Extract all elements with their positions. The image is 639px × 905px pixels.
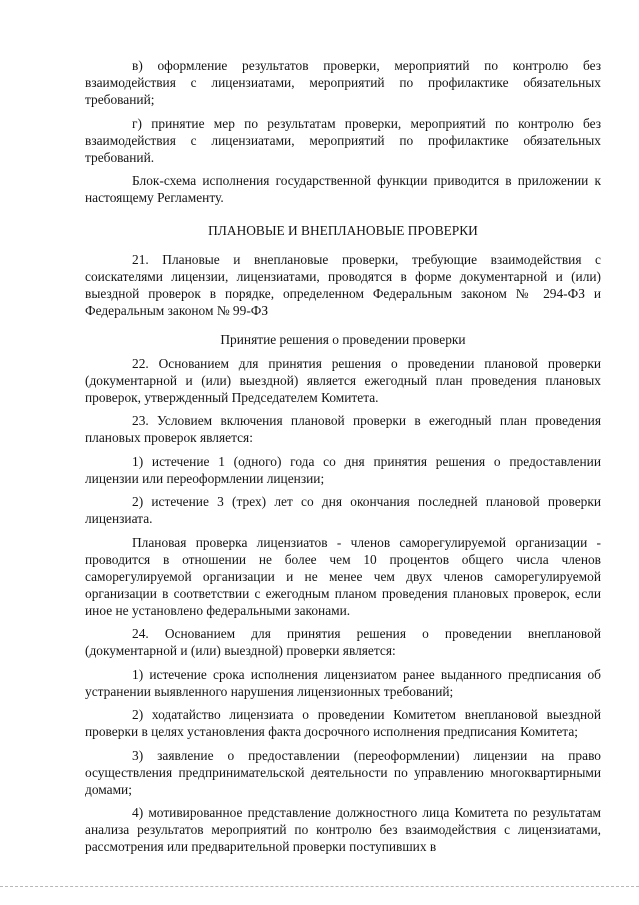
paragraph-item-g: г) принятие мер по результатам проверки, мероприятий по контролю без взаимодействия с лицензиатами, мероприятий по профилактике обязательных требований. [85, 115, 601, 165]
subheading: Принятие решения о проведении проверки [220, 332, 466, 347]
paragraph-23: 23. Условием включения плановой проверки в ежегодный план проведения плановых проверок является: [85, 413, 601, 445]
document-page [85, 57, 601, 862]
scan-edge-line [0, 886, 639, 887]
paragraph-24-item-2: 2) ходатайство лицензиата о проведении Комитетом внеплановой выездной проверки в целях установления факта досрочного исполнения предписания Комитета; [85, 707, 601, 739]
paragraph-24-item-3: 3) заявление о предоставлении (переоформлении) лицензии на право осуществления предпринимательской деятельности по управлению многоквартирными домами; [85, 747, 601, 797]
paragraph-item-v: в) оформление результатов проверки, мероприятий по контролю без взаимодействия с лицензиатами, мероприятий по профилактике обязательных требований; [85, 58, 601, 107]
paragraph-24: 24. Основанием для принятия решения о проведении внеплановой (документарной и (или) выездной) проверки является: [85, 626, 601, 658]
paragraph-flowchart-note: Блок-схема исполнения государственной функции приводится в приложении к настоящему Регламенту. [85, 173, 601, 205]
paragraph-23-item-2: 2) истечение 3 (трех) лет со дня окончания последней плановой проверки лицензиата. [85, 494, 601, 526]
paragraph-24-item-1: 1) истечение срока исполнения лицензиатом ранее выданного предписания об устранении выявленного нарушения лицензионных требований; [85, 666, 601, 699]
paragraph-22: 22. Основанием для принятия решения о проведении плановой проверки (документарной и (или) выездной) является ежегодный план проведения плановых проверок, утвержденный Председателем Комитета. [85, 355, 601, 405]
paragraph-sro-note: Плановая проверка лицензиатов - членов саморегулируемой организации - проводится в отношении не более чем 10 процентов общего числа членов саморегулируемой организации и не менее чем двух членов саморегулируемой организации в соответствии с ежегодным планом проведения плановых проверок, если иное не установлено федеральными законами. [85, 534, 601, 618]
section-heading: ПЛАНОВЫЕ И ВНЕПЛАНОВЫЕ ПРОВЕРКИ [208, 223, 478, 238]
paragraph-21: 21. Плановые и внеплановые проверки, требующие взаимодействия с соискателями лицензии, лицензиатами, проводятся в форме документарной и (или) выездной проверок в порядке, определенном Федеральным законом № 294-ФЗ и Федеральным законом № 99-ФЗ [85, 252, 601, 318]
paragraph-24-item-4: 4) мотивированное представление должностного лица Комитета по результатам анализа результатов мероприятий по контролю без взаимодействия с лицензиатами, рассмотрения или предварительной проверки поступивших в [85, 805, 601, 854]
paragraph-23-item-1: 1) истечение 1 (одного) года со дня принятия решения о предоставлении лицензии или переоформлении лицензии; [85, 453, 601, 486]
